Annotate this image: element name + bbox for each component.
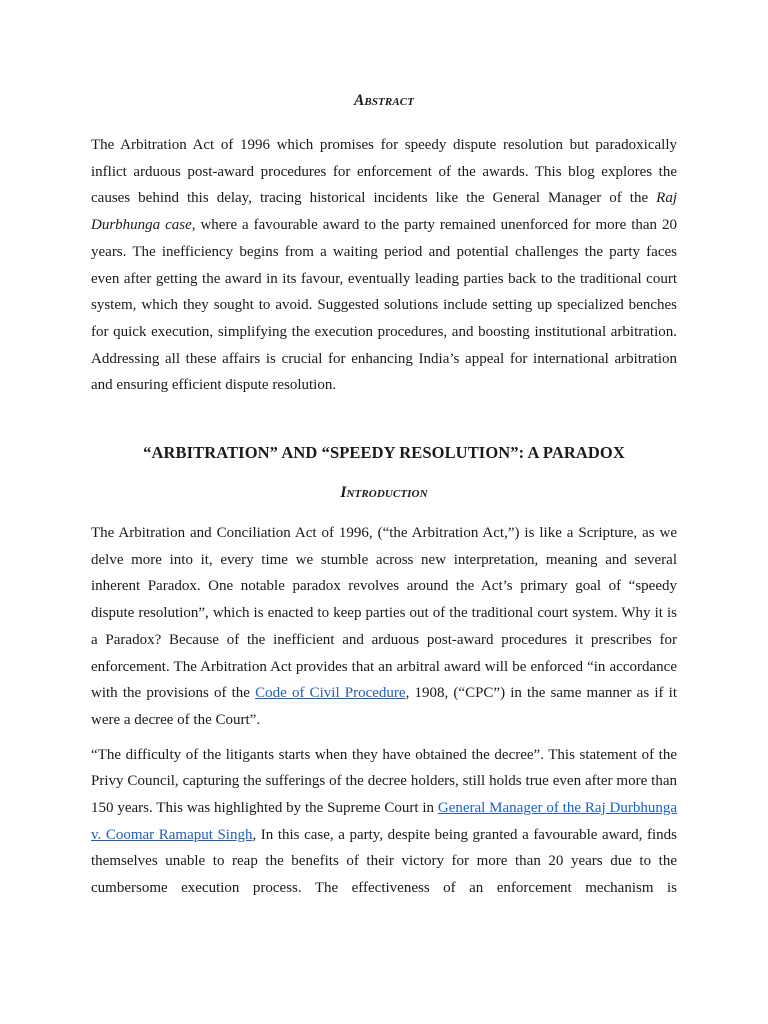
abstract-paragraph — [91, 132, 677, 399]
introduction-paragraph-2 — [91, 742, 677, 902]
introduction-heading: Introduction — [340, 484, 428, 502]
intro-p1-text-start: The Arbitration and Conciliation Act of 1996, (“the Arbitration Act,”) is like a Scripture, as we delve more into it, every time we stumble across new interpretation, meaning and several inherent Paradox. One notable paradox revolves around the Act’s primary goal of “speedy dispute resolution”, which is enacted to keep parties out of the traditional court system. Why it is a Paradox? Because of the inefficient and arduous post-award procedures it prescribes for enforcement. The Arbitration Act provides that an arbitral award will be enforced “in accordance with the provisions of the — [91, 525, 677, 702]
abstract-case-name: Raj Durbhunga case — [91, 190, 677, 234]
abstract-heading: Abstract — [353, 92, 415, 109]
introduction-paragraph-1 — [91, 520, 677, 734]
code-of-civil-procedure-link[interactable]: Code of Civil Procedure — [255, 685, 406, 702]
abstract-text-end: , where a favourable award to the party remained unenforced for more than 20 years. The inefficiency begins from a waiting period and potential challenges the party faces even after getting the award in its favour, eventually leading parties back to the traditional court system, which they sought to avoid. Suggested solutions include setting up specialized benches for quick execution, simplifying the execution procedures, and boosting institutional arbitration. Addressing all these affairs is crucial for enhancing India’s appeal for international arbitration and ensuring efficient dispute resolution. — [91, 217, 677, 394]
main-title: “ARBITRATION” AND “SPEEDY RESOLUTION”: A PARADOX — [143, 443, 625, 463]
intro-p2-text-end: , In this case, a party, despite being granted a favourable award, finds themselves unable to reap the benefits of their victory for more than 20 years due to the cumbersome execution process. The effectiveness of an enforcement mechanism is — [91, 826, 677, 897]
intro-p1-text-end: , 1908, (“CPC”) in the same manner as if it were a decree of the Court”. — [91, 685, 677, 728]
intro-p2-text-start: “The difficulty of the litigants starts when they have obtained the decree”. This statement of the Privy Council, capturing the sufferings of the decree holders, still holds true even after more than 150 years. This was highlighted by the Supreme Court in — [91, 746, 677, 817]
abstract-text-start: The Arbitration Act of 1996 which promises for speedy dispute resolution but paradoxically inflict arduous post-award procedures for enforcement of the awards. This blog explores the causes behind this delay, tracing historical incidents like the General Manager of the — [91, 137, 677, 207]
raj-durbhunga-case-link[interactable]: General Manager of the Raj Durbhunga v. Coomar Ramaput Singh — [91, 800, 677, 843]
